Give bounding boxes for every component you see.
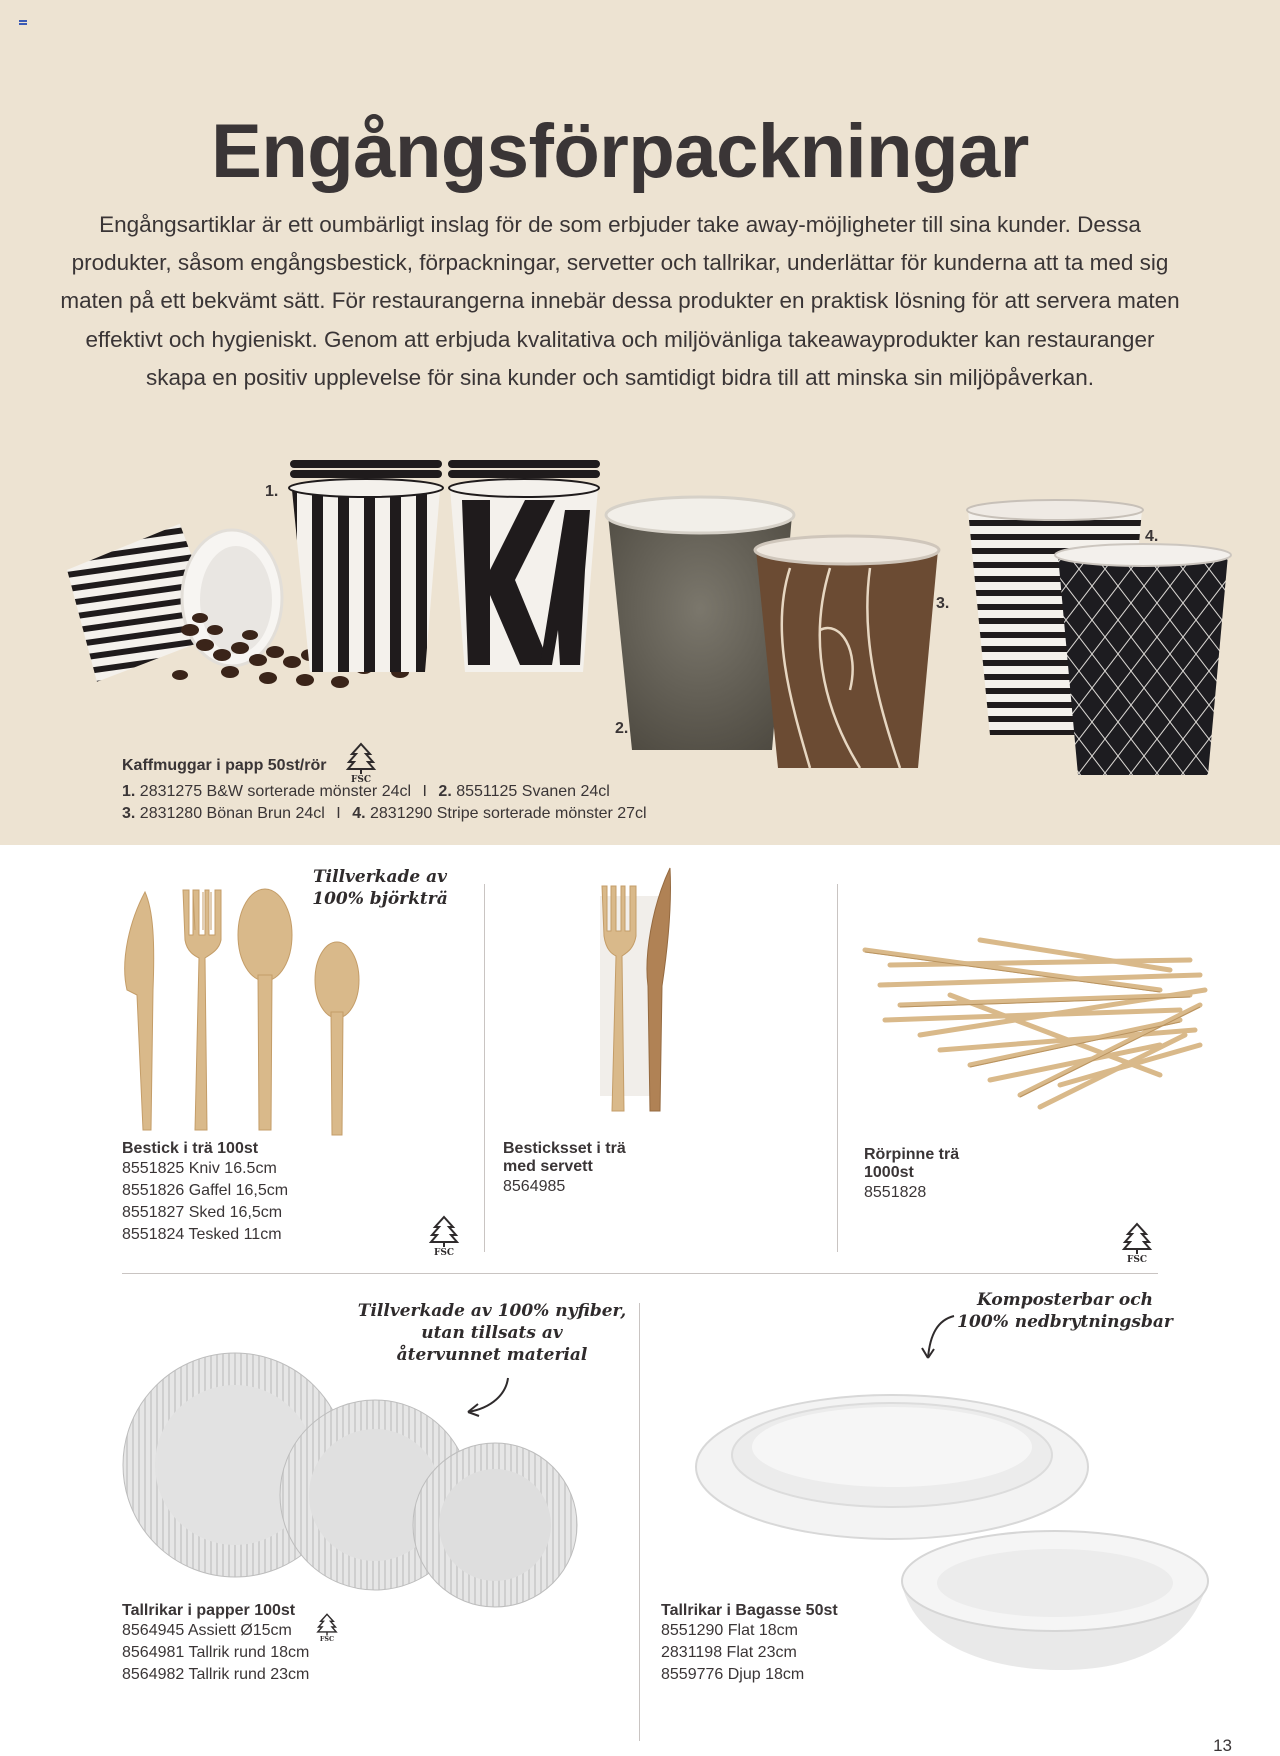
fsc-logo-icon — [427, 1215, 461, 1258]
cups-line-2-text-2: 2831290 Stripe sorterade mönster 27cl — [370, 805, 647, 822]
stirrer-caption — [864, 1146, 1114, 1204]
fsc-logo-label: FSC — [433, 1248, 455, 1258]
fsc-logo-icon — [344, 742, 378, 785]
cups-line-2-num-2: 4. — [352, 805, 366, 822]
cups-caption — [122, 757, 822, 825]
cups-line-1-sep: I — [422, 783, 427, 800]
bagasse-note — [950, 1289, 1180, 1333]
fsc-logo-label: FSC — [1126, 1255, 1148, 1265]
fsc-logo-label: FSC — [319, 1636, 335, 1644]
column-divider — [837, 884, 838, 1252]
cutlery-set-item: 8564985 — [503, 1178, 566, 1195]
cutlery-title: Bestick i trä 100st — [122, 1140, 259, 1157]
paper-plates-note — [352, 1300, 632, 1366]
cup-vertical-stripes — [289, 460, 443, 672]
fsc-logo-icon — [315, 1612, 339, 1642]
fork-shape — [183, 890, 221, 1130]
fsc-logo-icon — [1120, 1222, 1154, 1265]
bagasse-note-line-2: 100% nedbrytningsbar — [957, 1312, 1173, 1332]
fsc-logo-label: FSC — [350, 775, 372, 785]
paper-plates-note-line-1: Tillverkade av 100% nyfiber, — [357, 1301, 627, 1321]
column-divider — [484, 884, 485, 1252]
cutlery-set-title-2: med servett — [503, 1158, 593, 1175]
paper-plates-illustration — [120, 1340, 590, 1600]
paper-plates-item: 8564945 Assiett Ø15cm — [122, 1622, 292, 1639]
cutlery-note — [300, 866, 460, 910]
bagasse-flat-plate — [696, 1395, 1088, 1539]
cup-brown-bean — [755, 536, 939, 768]
cups-title: Kaffmuggar i papp 50st/rör — [122, 757, 327, 774]
bagasse-caption — [661, 1602, 981, 1686]
cups-line-1 — [122, 781, 822, 803]
paper-plates-title: Tallrikar i papper 100st — [122, 1602, 296, 1619]
cup-label-2: 2. — [615, 720, 629, 737]
plate-small — [413, 1443, 577, 1607]
cups-line-2-num-1: 3. — [122, 805, 136, 822]
cup-diamond — [1055, 544, 1231, 775]
cups-line-1-text-2: 8551125 Svanen 24cl — [456, 783, 610, 800]
paper-plates-caption — [122, 1602, 442, 1686]
cups-line-2 — [122, 803, 822, 825]
cups-line-1-num-1: 1. — [122, 783, 136, 800]
arrow-icon — [918, 1312, 958, 1362]
paper-plates-note-line-2: utan tillsats av — [421, 1323, 563, 1343]
cup-label-1: 1. — [265, 483, 279, 500]
knife-shape — [125, 892, 154, 1130]
wooden-cutlery-illustration — [115, 880, 365, 1140]
bagasse-title: Tallrikar i Bagasse 50st — [661, 1602, 838, 1619]
intro-paragraph: Engångsartiklar är ett oumbärligt inslag för de som erbjuder take away-möjligheter till sina kunder. Dessa produkter, såsom engångsbestick, förpackningar, servetter och tallrikar, underlättar för kunderna att ta med sig maten på ett bekvämt sätt. För restaurangerna innebär dessa produkter en praktisk lösning för att servera maten effektivt och hygieniskt. Genom att erbjuda kvalitativa och miljövänliga takeawayprodukter kan restauranger skapa en positiv upplevelse för sina kunder och samtidigt bidra till att minska sin miljöpåverkan. — [60, 212, 1180, 390]
bagasse-item: 2831198 Flat 23cm — [661, 1644, 797, 1661]
cutlery-caption — [122, 1140, 422, 1246]
cups-line-1-text-1: 2831275 B&W sorterade mönster 24cl — [139, 783, 412, 800]
cups-line-2-text-1: 2831280 Bönan Brun 24cl — [139, 805, 325, 822]
bagasse-item: 8551290 Flat 18cm — [661, 1622, 798, 1639]
bagasse-item: 8559776 Djup 18cm — [661, 1666, 805, 1683]
cup-label-4: 4. — [1145, 528, 1159, 545]
stirrer-title-1: Rörpinne trä — [864, 1146, 960, 1163]
cup-letters — [448, 460, 600, 672]
cutlery-item: 8551826 Gaffel 16,5cm — [122, 1182, 289, 1199]
cutlery-note-line-1: Tillverkade av — [313, 867, 447, 887]
paper-plates-note-line-3: återvunnet material — [396, 1345, 588, 1365]
cups-line-2-sep: I — [336, 805, 341, 822]
cutlery-item: 8551825 Kniv 16.5cm — [122, 1160, 277, 1177]
cups-illustration — [0, 450, 1280, 790]
cutlery-note-line-2: 100% björkträ — [312, 889, 448, 909]
stirrer-item: 8551828 — [864, 1184, 927, 1201]
paper-plates-item: 8564982 Tallrik rund 23cm — [122, 1666, 310, 1683]
stirrer-title-2: 1000st — [864, 1164, 914, 1181]
flag-icon — [19, 20, 27, 27]
arrow-icon — [462, 1376, 512, 1416]
cutlery-item: 8551824 Tesked 11cm — [122, 1226, 282, 1243]
cups-line-1-num-2: 2. — [438, 783, 452, 800]
bagasse-note-line-1: Komposterbar och — [977, 1290, 1153, 1310]
page-title: Engångsförpackningar — [211, 109, 1029, 194]
cutlery-set-caption — [503, 1140, 753, 1198]
stirrers-illustration — [860, 935, 1220, 1125]
page-number: 13 — [1213, 1736, 1232, 1755]
cutlery-set-illustration — [590, 866, 680, 1116]
cup-label-3: 3. — [936, 595, 950, 612]
cutlery-item: 8551827 Sked 16,5cm — [122, 1204, 283, 1221]
section-divider — [122, 1273, 1158, 1274]
column-divider — [639, 1303, 640, 1741]
cutlery-set-title-1: Besticksset i trä — [503, 1140, 626, 1157]
paper-plates-item: 8564981 Tallrik rund 18cm — [122, 1644, 310, 1661]
